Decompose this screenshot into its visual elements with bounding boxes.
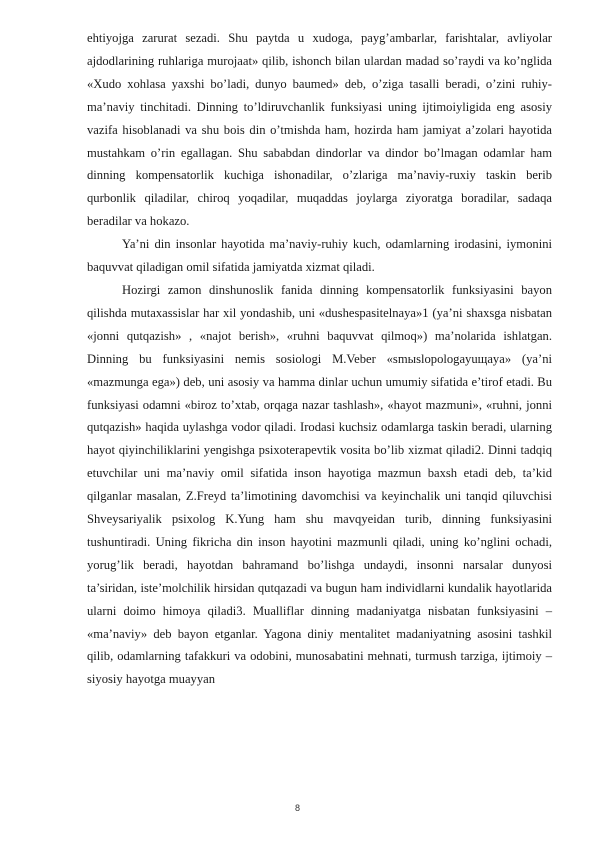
paragraph: Ya’ni din insonlar hayotida ma’naviy-ruhiy kuch, odamlarning irodasini, iymonini baquvvat qiladigan omil sifatida jamiyatda xizmat qiladi. [87,237,552,275]
page-number: 8 [294,803,300,813]
paragraph-continuation: ehtiyojga zarurat sezadi. Shu paytda u xudoga, payg’ambarlar, farishtalar, avliyolar ajdodlarining ruhlariga murojaat» qilib, ishonch bilan ulardan madad so’raydi va ko’nglida «Xudo xohlasa yaxshi bo’ladi, dunyo baumed» deb, o’ziga tasalli beradi, o’zini ruhiy-ma’naviy tinchitadi. Dinning to’ldiruvchanlik funksiyasi uning ijtimoiyligida eng asosiy vazifa hisoblanadi va shu bois din o’tmishda ham, hozirda ham jamiyat a’zolari hayotida mustahkam o’rin egallagan. Shu sababdan dindorlar va dindor bo’lmagan odamlar ham dinning kompensatorlik kuchiga ishonadilar, o’zlariga ma’naviy-ruxiy taskin berib qurbonlik qiladilar, chiroq yoqadilar, muqaddas joylarga ziyoratga boradilar, sadaqa beradilar va hokazo. [87,31,552,229]
paragraph: Hozirgi zamon dinshunoslik fanida dinning kompensatorlik funksiyasini bayon qilishda mutaxassislar har xil yondashib, uni «dushespasitelnaya»1 (ya’ni shaxsga nisbatan «jonni qutqazish» , «najot berish», «ruhni baquvvat qilmoq») ma’nolarida ishlatgan. Dinning bu funksiyasini nemis sosiologi M.Veber «smыslopologayuщaya» (ya’ni «mazmunga ega») deb, uni asosiy va hamma dinlar uchun umumiy sifatida e’tirof etadi. Bu funksiyasi odamni «biroz to’xtab, orqaga nazar tashlash», «hayot mazmuni», «ruhni, jonni qutqazish» haqida uylashga vodor qiladi. Irodasi kuchsiz odamlarga taskin beradi, ularning hayot qiyinchiliklarini yengishga psixoterapevtik vosita bo’lib xizmat qiladi2. Dinni tadqiq etuvchilar uni ma’naviy omil sifatida inson hayotiga mazmun baxsh etadi deb, ta’kid qilganlar masalan, Z.Freyd ta’limotining davomchisi va keyinchalik uni tanqid qiluvchisi Shveysariyalik psixolog K.Yung ham shu mavqyeidan turib, dinning funksiyasini tushuntiradi. Uning fikricha din inson hayotini mazmunli qiladi, uning ko’nglini ochadi, yorug’lik beradi, hayotdan bahramand bo’lishga undaydi, insonni narsalar dunyosi ta’siridan, iste’molchilik hirsidan qutqazadi va bugun ham individlarni kundalik hayotlarida ularni doimo himoya qiladi3. Mualliflar dinning madaniyatga nisbatan funksiyasini – «ma’naviy» deb bayon etganlar. Yagona diniy mentalitet madaniyatning asosini tashkil qilib, odamlarning tafakkuri va odobini, munosabatini mehnati, turmush tarziga, ijtimoiy – siyosiy hayotga muayyan [87,282,552,687]
body-text [87,27,552,691]
